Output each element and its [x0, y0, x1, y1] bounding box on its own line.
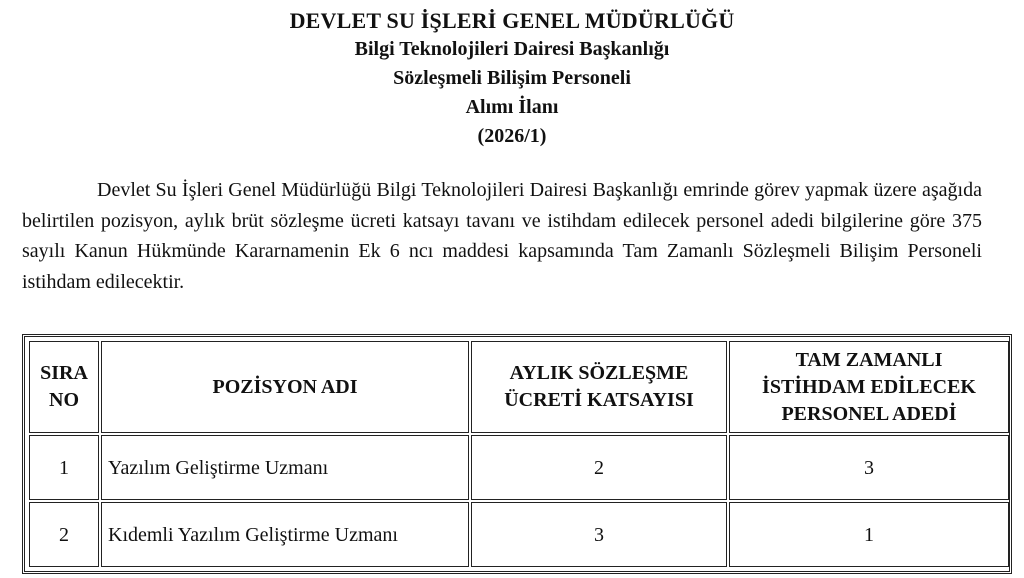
header-pozisyon-adi: POZİSYON ADI — [101, 341, 469, 433]
row-ucret-katsayisi: 2 — [471, 435, 727, 500]
department-title: Bilgi Teknolojileri Dairesi Başkanlığı — [354, 38, 670, 60]
institution-title: DEVLET SU İŞLERİ GENEL MÜDÜRLÜĞÜ — [289, 8, 735, 33]
positions-table — [27, 339, 1011, 569]
row-sira-no: 2 — [29, 502, 99, 567]
header-ucret-katsayisi: AYLIK SÖZLEŞME ÜCRETİ KATSAYISI — [471, 341, 727, 433]
row-pozisyon-adi: Yazılım Geliştirme Uzmanı — [101, 435, 469, 500]
announcement-paragraph: Devlet Su İşleri Genel Müdürlüğü Bilgi Teknolojileri Dairesi Başkanlığı emrinde görev yapmak üzere aşağıda belirtilen pozisyon, aylık brüt sözleşme ücreti katsayı tavanı ve istihdam edilecek personel adedi bilgilerine göre 375 sayılı Kanun Hükmünde Kararnamenin Ek 6 ncı maddesi kapsamında Tam Zamanlı Sözleşmeli Bilişim Personeli istihdam edilecektir. — [22, 179, 982, 293]
table-row — [29, 502, 1009, 567]
row-personel-adedi: 3 — [729, 435, 1009, 500]
announcement-type: Alımı İlanı — [465, 96, 559, 118]
document-heading — [0, 6, 1024, 151]
row-personel-adedi: 1 — [729, 502, 1009, 567]
header-sira-no: SIRA NO — [29, 341, 99, 433]
table-header-row — [29, 341, 1009, 433]
announcement-subject: Sözleşmeli Bilişim Personeli — [393, 67, 631, 89]
announcement-number: (2026/1) — [477, 125, 547, 147]
header-personel-adedi: TAM ZAMANLI İSTİHDAM EDİLECEK PERSONEL ADEDİ — [729, 341, 1009, 433]
table-row — [29, 435, 1009, 500]
row-ucret-katsayisi: 3 — [471, 502, 727, 567]
row-pozisyon-adi: Kıdemli Yazılım Geliştirme Uzmanı — [101, 502, 469, 567]
row-sira-no: 1 — [29, 435, 99, 500]
positions-table-frame — [22, 334, 1012, 574]
